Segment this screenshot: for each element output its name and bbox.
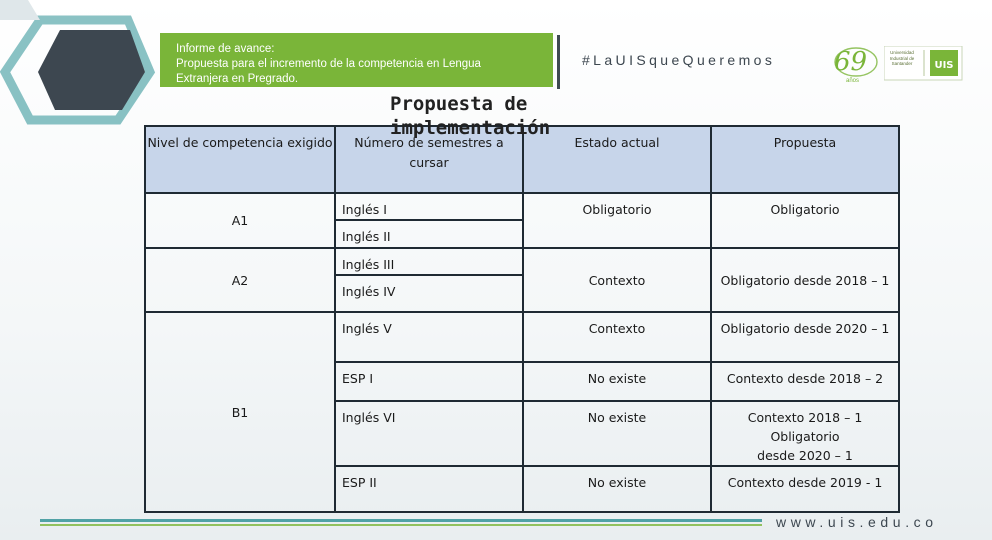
course-cell: Inglés V xyxy=(335,312,523,362)
uis-mark: UIS xyxy=(934,60,954,71)
uis-name-line: Universidad xyxy=(890,50,914,55)
report-line: Informe de avance: xyxy=(176,43,275,55)
uis-name-line: Santander xyxy=(891,61,913,66)
course-cell: Inglés II xyxy=(335,220,523,248)
header-proposal: Propuesta xyxy=(711,126,899,193)
course-cell: Inglés VI xyxy=(335,401,523,466)
proposal-cell: Obligatorio xyxy=(711,193,899,248)
report-description xyxy=(176,42,546,87)
proposal-cell: Obligatorio desde 2018 – 1 xyxy=(711,248,899,312)
proposal-line: desde 2020 – 1 xyxy=(757,448,853,463)
header-divider xyxy=(557,35,560,89)
current-cell: No existe xyxy=(523,401,711,466)
level-a2: A2 xyxy=(145,248,335,312)
proposal-cell xyxy=(711,401,899,466)
course-cell: ESP II xyxy=(335,466,523,512)
table-row xyxy=(145,193,899,220)
footer-lines xyxy=(0,515,770,529)
anniversary-69-logo xyxy=(832,44,878,84)
proposal-line: Contexto 2018 – 1 xyxy=(747,410,863,425)
uis-name xyxy=(884,50,920,67)
current-cell: No existe xyxy=(523,362,711,401)
current-cell: Obligatorio xyxy=(523,193,711,248)
current-cell: Contexto xyxy=(523,248,711,312)
header-current: Estado actual xyxy=(523,126,711,193)
current-cell: Contexto xyxy=(523,312,711,362)
title-line: implementación xyxy=(390,117,551,139)
table-row xyxy=(145,248,899,275)
header-level: Nivel de competencia exigido xyxy=(145,126,335,193)
logo-69-sub: años xyxy=(846,78,860,84)
level-a1: A1 xyxy=(145,193,335,248)
hashtag-text: #LaUISqueQueremos xyxy=(582,52,776,68)
proposal-line: Obligatorio xyxy=(770,429,840,444)
course-cell: Inglés IV xyxy=(335,275,523,312)
header-semesters: Número de semestres a cursar xyxy=(335,126,523,193)
report-line: Propuesta para el incremento de la competencia en Lengua xyxy=(176,58,481,70)
logo-69-number: 69 xyxy=(834,47,868,77)
course-cell: Inglés I xyxy=(335,193,523,220)
proposal-cell: Obligatorio desde 2020 – 1 xyxy=(711,312,899,362)
uis-name-line: Industrial de xyxy=(889,55,915,61)
course-cell: Inglés III xyxy=(335,248,523,275)
proposal-cell: Contexto desde 2019 - 1 xyxy=(711,466,899,512)
title-line: Propuesta de xyxy=(390,93,528,115)
footer-url: www.uis.edu.co xyxy=(776,514,938,530)
table-row xyxy=(145,312,899,362)
course-cell: ESP I xyxy=(335,362,523,401)
slide-title xyxy=(390,92,590,140)
implementation-table xyxy=(144,125,900,513)
report-line: Extranjera en Pregrado. xyxy=(176,73,299,85)
level-b1: B1 xyxy=(145,312,335,512)
proposal-cell: Contexto desde 2018 – 2 xyxy=(711,362,899,401)
current-cell: No existe xyxy=(523,466,711,512)
hexagon-decoration-icon xyxy=(0,0,170,130)
